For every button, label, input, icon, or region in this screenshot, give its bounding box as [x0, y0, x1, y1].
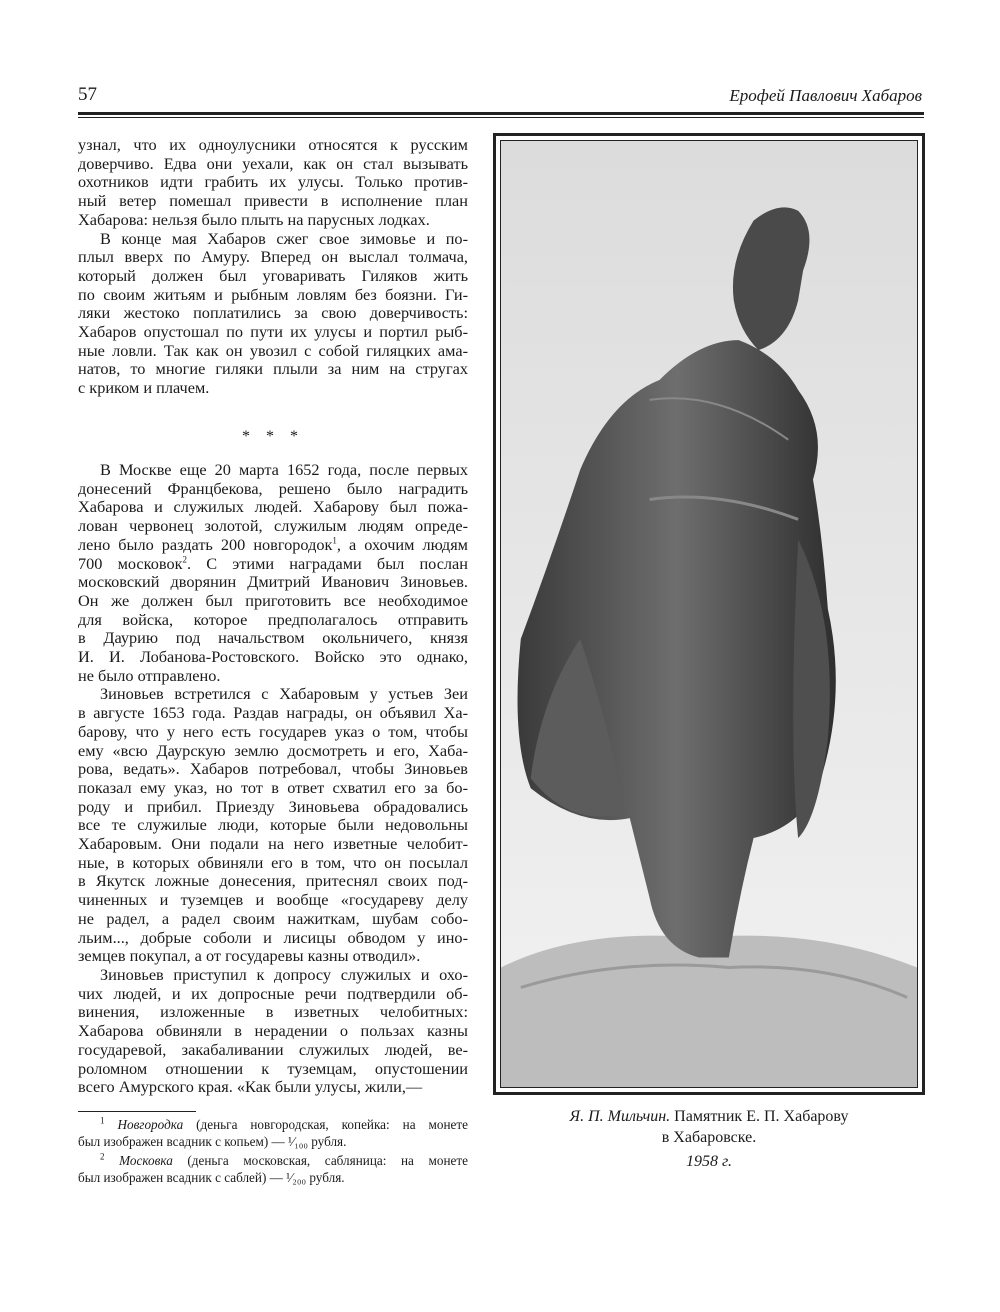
- header-rule-thick: [78, 112, 924, 115]
- figure-frame: [493, 133, 925, 1095]
- text-line: чих людей, и их допросные речи подтвердили об-: [78, 983, 468, 1003]
- text-line: В конце мая Хабаров сжег свое зимовье и по-: [100, 228, 468, 248]
- text-line: по своим житьям и рыбным ловлям без боязни. Ги-: [78, 284, 468, 304]
- text-line: ный ветер помешал привести в исполнение план: [78, 191, 468, 211]
- footnote-text: был изображен всадник с саблей) — ¹⁄₂₀₀ рубля.: [78, 1169, 345, 1185]
- text-line: доверчиво. Едва они уехали, как он стал вызывать: [78, 153, 468, 173]
- text-line: В Москве еще 20 марта 1652 года, после первых: [100, 460, 468, 479]
- text-line: льим..., добрые соболи и лисицы обводом у ино-: [78, 927, 468, 947]
- footnote-number: 2: [100, 1151, 105, 1162]
- text-line: ему «всю Даурскую землю досмотреть и его, Хаба-: [78, 740, 468, 760]
- text-line: все те служилые люди, которые были недовольны: [78, 815, 468, 835]
- text-line: всего Амурского края. «Как были улусы, жили,—: [78, 1077, 423, 1097]
- text-line: не радел, а радел своим нажиткам, шубам собо-: [78, 908, 468, 928]
- text-line: земцев покупал, а от государевы казны отводил».: [78, 946, 421, 966]
- text-block-2: [78, 461, 468, 1097]
- text-line: Хабарова обвиняли в нерадении о пользах казны: [78, 1021, 468, 1041]
- text-line: ные ловли. Так как он увозил с собой гиляцких ама-: [78, 340, 468, 360]
- text-line: который должен был уговаривать Гиляков жить: [78, 265, 468, 285]
- text-line: роломном отношении к туземцам, опустошении: [78, 1058, 468, 1078]
- text-line: ные, в которых обвиняли его в том, что он посылал: [78, 852, 468, 872]
- text-block-1: [78, 136, 468, 398]
- text-line: показал ему указ, но тот в ответ схватил его за бо-: [78, 777, 468, 797]
- text-fragment: . С этими наградами был послан: [187, 553, 468, 573]
- figure-caption: [493, 1106, 925, 1172]
- text-line: с криком и плачем.: [78, 378, 210, 398]
- footnote-text: (деньга новгородская, копейка: на монете: [183, 1117, 468, 1132]
- text-line: государевой, закабаливании служилых людей, ве-: [78, 1039, 468, 1059]
- text-line: Зиновьев приступил к допросу служилых и охо-: [100, 964, 468, 984]
- page-number: 57: [78, 84, 97, 105]
- text-line: в Даурию под начальством окольничего, князя: [78, 628, 468, 648]
- text-line: И. И. Лобанова-Ростовского. Войско это однако,: [78, 647, 468, 667]
- footnote-2: [78, 1153, 468, 1186]
- text-line: Хабаров опустошал по пути их улусы и портил рыб-: [78, 322, 468, 342]
- footnote-text: был изображен всадник с копьем) — ¹⁄₁₀₀ рубля.: [78, 1133, 347, 1149]
- footnote-ref[interactable]: 1: [332, 535, 337, 546]
- caption-author: Я. П. Мильчин.: [569, 1108, 671, 1125]
- text-line: лован червонец золотой, служилым людям опреде-: [78, 516, 468, 536]
- caption-place: в Хабаровске.: [661, 1129, 757, 1146]
- footnote-term: Новгородка: [117, 1117, 184, 1132]
- text-line: Он же должен был приготовить все необходимое: [78, 590, 468, 610]
- text-line: охотников идти грабить их улусы. Только против-: [78, 172, 468, 192]
- footnote-ref[interactable]: 2: [182, 554, 188, 565]
- section-separator: * * *: [242, 428, 304, 445]
- text-line: чиненных и туземцев и вообще «государеву делу: [78, 890, 468, 910]
- footnote-rule: [78, 1111, 196, 1112]
- text-line: 700 московок$^2$. С этими наградами был послан: [78, 553, 468, 573]
- statue-photo: [500, 140, 918, 1088]
- header-rule-thin: [78, 117, 924, 118]
- text-line: московский дворянин Дмитрий Иванович Зиновьев.: [78, 572, 468, 592]
- text-line: в августе 1653 года. Раздав награды, он объявил Ха-: [78, 703, 468, 723]
- text-line: плыл вверх по Амуру. Вперед он выслал толмача,: [78, 247, 468, 267]
- text-line: ляки жестоко поплатились за свою доверчивость:: [78, 303, 468, 323]
- text-line: барову, что у него есть государев указ о том, чтобы: [78, 721, 468, 741]
- text-line: в Якутск ложные донесения, притеснял своих под-: [78, 871, 468, 891]
- footnote-text: (деньга московская, сабляница: на монете: [172, 1153, 468, 1168]
- text-line: Хабарова и служилых людей. Хабарову был пожа-: [78, 497, 468, 517]
- text-line: узнал, что их одноулусники относятся к русским: [78, 135, 468, 154]
- footnote-1: [78, 1117, 468, 1150]
- footnote-number: 1: [100, 1115, 105, 1126]
- footnote-term: Московка: [119, 1153, 173, 1168]
- text-line: Зиновьев встретился с Хабаровым у устьев Зеи: [100, 684, 468, 704]
- text-line: лено было раздать 200 новгородок$^1$, а охочим людям: [78, 534, 468, 554]
- text-line: винения, изложенные в изветных челобитных:: [78, 1002, 468, 1022]
- caption-title: Памятник Е. П. Хабарову: [670, 1108, 849, 1125]
- text-fragment: , а охочим людям: [336, 534, 468, 554]
- caption-year: 1958 г.: [685, 1153, 733, 1170]
- text-line: Хабарова: нельзя было плыть на парусных лодках.: [78, 209, 430, 229]
- text-line: донесений Францбекова, решено было наградить: [78, 478, 468, 498]
- text-line: для войска, которое предполагалось отправить: [78, 609, 468, 629]
- running-title: Ерофей Павлович Хабаров: [729, 86, 922, 105]
- text-line: Хабаровым. Они подали на него изветные челобит-: [78, 834, 468, 854]
- text-line: рова, ведать». Хабаров потребовал, чтобы Зиновьев: [78, 759, 468, 779]
- text-line: не было отправлено.: [78, 665, 221, 685]
- text-line: роду и прибил. Приезду Зиновьева обрадовались: [78, 796, 468, 816]
- text-line: натов, то многие гиляки плыли за ним на стругах: [78, 359, 468, 379]
